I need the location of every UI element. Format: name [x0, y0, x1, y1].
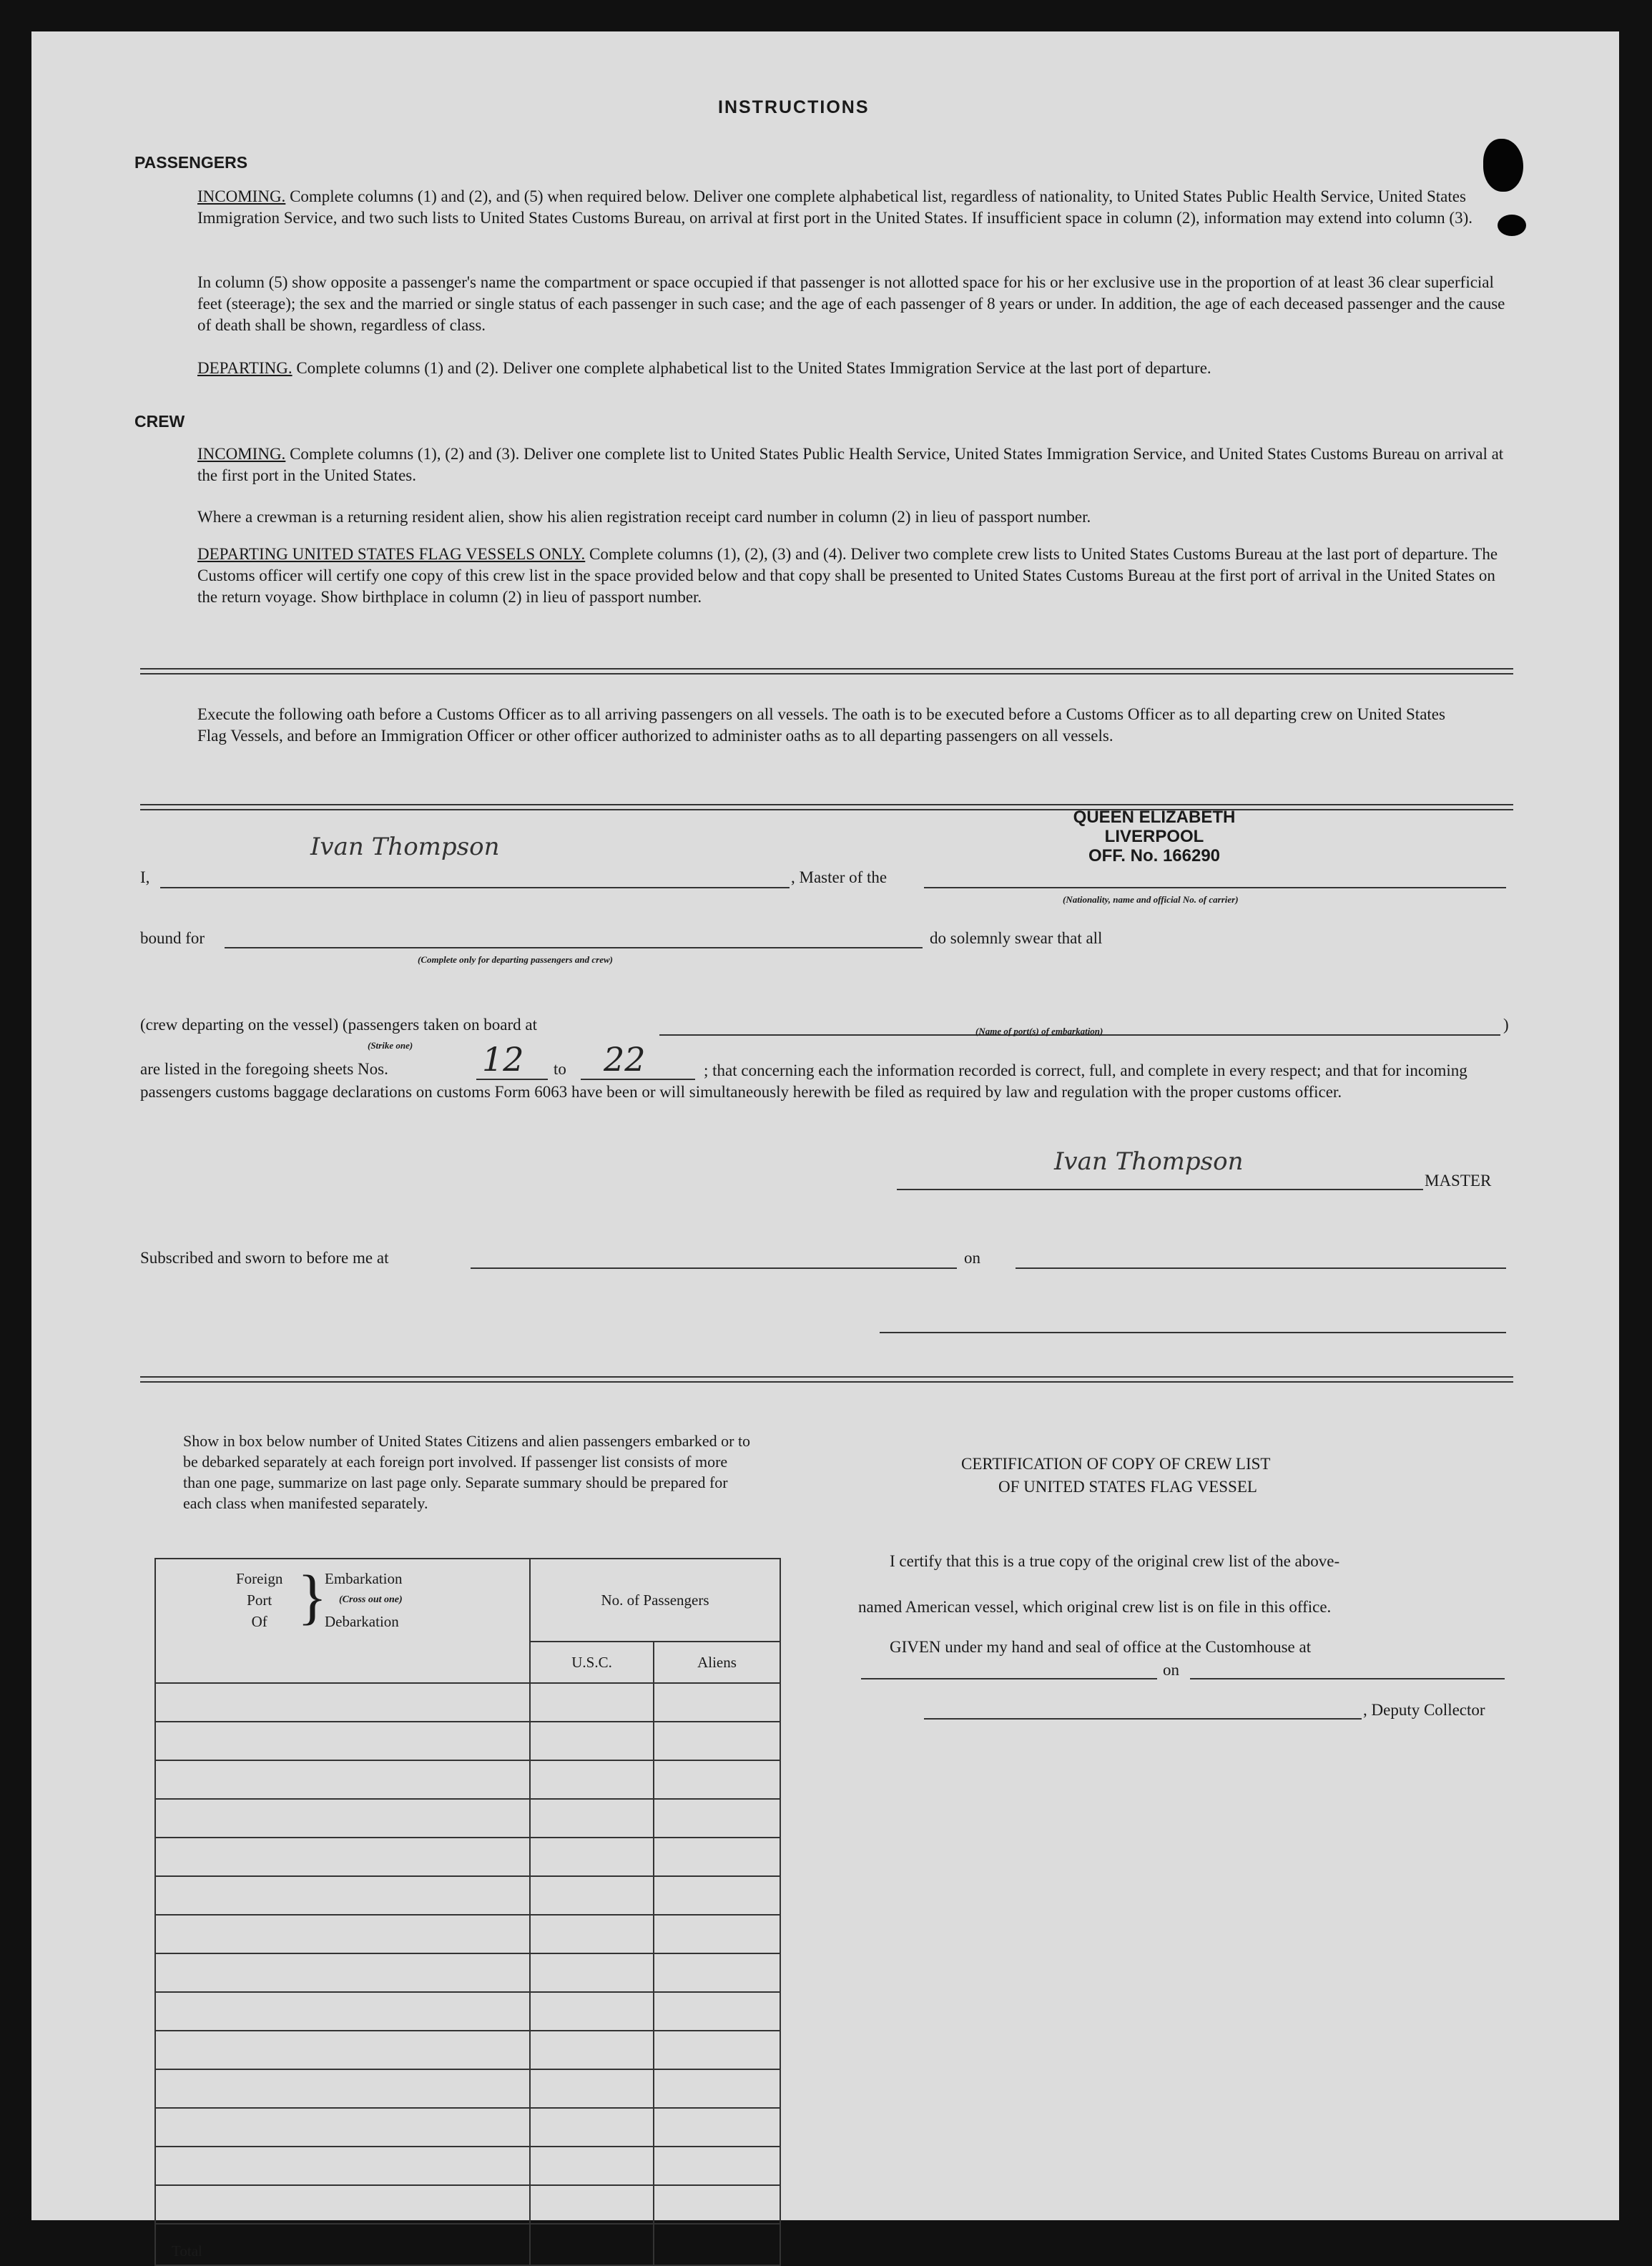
port-close-paren: )	[1503, 1016, 1509, 1034]
swear-text: do solemnly swear that all	[930, 929, 1103, 947]
oath-i-label: I,	[140, 868, 150, 886]
embarkation-label: Embarkation	[325, 1570, 403, 1587]
subscribed-date-field[interactable]	[1016, 1267, 1506, 1269]
aliens-cell[interactable]	[654, 2069, 780, 2108]
embark-debark-header	[325, 1568, 403, 1632]
usc-cell[interactable]	[530, 1992, 654, 2031]
aliens-cell[interactable]	[654, 1799, 780, 1838]
usc-cell[interactable]	[530, 1722, 654, 1760]
aliens-header: Aliens	[654, 1642, 780, 1683]
table-row	[155, 1683, 780, 1722]
usc-cell[interactable]	[530, 1799, 654, 1838]
master-signature-line[interactable]	[897, 1189, 1423, 1190]
debarkation-label: Debarkation	[325, 1613, 399, 1630]
aliens-cell[interactable]	[654, 1683, 780, 1722]
port-label: Port	[247, 1591, 272, 1609]
table-row	[155, 1838, 780, 1876]
are-listed-label: are listed in the foregoing sheets Nos.	[140, 1060, 388, 1078]
ink-blot	[1483, 139, 1523, 192]
table-row	[155, 1876, 780, 1915]
port-cell[interactable]	[155, 1915, 530, 1953]
table-row	[155, 2108, 780, 2147]
divider	[140, 1376, 1513, 1383]
aliens-cell[interactable]	[654, 1953, 780, 1992]
table-row	[155, 2069, 780, 2108]
master-name-field[interactable]	[160, 887, 790, 888]
officer-signature-field[interactable]	[880, 1332, 1506, 1333]
foreign-port-header	[236, 1568, 282, 1632]
usc-cell[interactable]	[530, 1683, 654, 1722]
aliens-cell[interactable]	[654, 1992, 780, 2031]
certify-text-2: named American vessel, which original crew list is on file in this office.	[858, 1598, 1332, 1616]
subscribed-label: Subscribed and sworn to before me at	[140, 1249, 389, 1267]
table-row	[155, 1799, 780, 1838]
port-cell[interactable]	[155, 2069, 530, 2108]
port-cell[interactable]	[155, 2185, 530, 2224]
passengers-heading: PASSENGERS	[134, 153, 248, 172]
crew-departing-oath: (crew departing on the vessel) (passengers taken on board at	[140, 1016, 537, 1034]
table-row	[155, 1953, 780, 1992]
port-cell[interactable]	[155, 2108, 530, 2147]
port-cell[interactable]	[155, 1992, 530, 2031]
bound-for-field[interactable]	[225, 947, 923, 948]
sheet-to-value: 22	[604, 1040, 646, 1079]
form-title: INSTRUCTIONS	[718, 97, 870, 117]
crew-incoming-label: INCOMING.	[197, 445, 286, 463]
passengers-incoming	[197, 186, 1513, 229]
port-cell[interactable]	[155, 1683, 530, 1722]
deputy-collector-label: , Deputy Collector	[1363, 1701, 1485, 1719]
divider	[140, 668, 1513, 675]
passengers-incoming-text: Complete columns (1) and (2), and (5) when required below. Deliver one complete alphabetical list, regardless of nationality, to United States Public Health Service, United States Immigration Service, and two such lists to United States Customs Bureau, on arrival at first port in the United States. If insufficient space in column (2), information may extend into column (3).	[197, 187, 1472, 227]
aliens-cell[interactable]	[654, 2185, 780, 2224]
usc-cell[interactable]	[530, 1915, 654, 1953]
table-row	[155, 1915, 780, 1953]
port-cell[interactable]	[155, 1722, 530, 1760]
usc-header: U.S.C.	[530, 1642, 654, 1683]
aliens-cell[interactable]	[654, 1838, 780, 1876]
certification-title-1: CERTIFICATION OF COPY OF CREW LIST	[961, 1455, 1271, 1473]
port-cell[interactable]	[155, 1760, 530, 1799]
usc-cell[interactable]	[530, 1953, 654, 1992]
total-label: Total	[155, 2224, 530, 2265]
crew-incoming-text: Complete columns (1), (2) and (3). Deliver one complete list to United States Public Health Service, United States Immigration Service, and United States Customs Bureau on arrival at the first port in the United States.	[197, 445, 1504, 484]
usc-cell[interactable]	[530, 2069, 654, 2108]
aliens-cell[interactable]	[654, 1722, 780, 1760]
port-cell[interactable]	[155, 1953, 530, 1992]
usc-cell[interactable]	[530, 1760, 654, 1799]
usc-cell[interactable]	[530, 2185, 654, 2224]
passengers-departing-text: Complete columns (1) and (2). Deliver one complete alphabetical list to the United States Immigration Service at the last port of departure.	[296, 359, 1211, 377]
to-label: to	[554, 1060, 566, 1078]
port-cell[interactable]	[155, 2147, 530, 2185]
deputy-collector-field[interactable]	[924, 1718, 1362, 1720]
port-header-cell	[155, 1559, 530, 1683]
table-row	[155, 1722, 780, 1760]
port-cell[interactable]	[155, 1876, 530, 1915]
table-row	[155, 2147, 780, 2185]
table-row	[155, 1760, 780, 1799]
usc-cell[interactable]	[530, 2108, 654, 2147]
passengers-column5: In column (5) show opposite a passenger's name the compartment or space occupied if that passenger is not allotted space for his or her exclusive use in the proportion of at least 36 clear superficial feet (steerage); the sex and the married or single status of each passenger in such case; and the age of each passenger of 8 years or under. In addition, the age of each deceased passenger and the cause of death shall be shown, regardless of class.	[197, 273, 1505, 334]
of-label: Of	[251, 1613, 267, 1630]
aliens-cell[interactable]	[654, 1760, 780, 1799]
bound-for-caption: (Complete only for departing passengers and crew)	[418, 954, 613, 965]
port-cell[interactable]	[155, 1799, 530, 1838]
crew-resident-alien: Where a crewman is a returning resident alien, show his alien registration receipt card number in column (2) in lieu of passport number.	[197, 508, 1091, 526]
certify-on-label: on	[1163, 1661, 1179, 1679]
total-aliens-cell[interactable]	[654, 2224, 780, 2265]
master-signature: Ivan Thompson	[310, 833, 500, 861]
passengers-departing	[197, 358, 1513, 379]
total-row	[155, 2224, 780, 2265]
port-cell[interactable]	[155, 2031, 530, 2069]
total-usc-cell[interactable]	[530, 2224, 654, 2265]
usc-cell[interactable]	[530, 2031, 654, 2069]
usc-cell[interactable]	[530, 1876, 654, 1915]
vessel-stamp-line3: OFF. No. 166290	[1088, 846, 1221, 865]
crew-heading: CREW	[134, 412, 185, 431]
port-caption: (Name of port(s) of embarkation)	[975, 1026, 1103, 1036]
crew-departing-text: Complete columns (1), (2), (3) and (4). Deliver two complete crew lists to United States Customs Bureau at the last port of departure. The Customs officer will certify one copy of this crew list in the space provided below and that copy shall be presented to United States Customs Bureau at the first port of arrival in the United States on the return voyage. Show birthplace in column (2) in lieu of passport number.	[197, 545, 1498, 606]
oath-instructions: Execute the following oath before a Customs Officer as to all arriving passengers on all vessels. The oath is to be executed before a Customs Officer as to all departing crew on United States Flag Vessels, and before an Immigration Officer or other officer authorized to administer oaths as to all departing passengers on all vessels.	[197, 705, 1445, 745]
vessel-stamp-line2: LIVERPOOL	[1104, 827, 1204, 846]
brace: }	[298, 1562, 328, 1631]
usc-cell[interactable]	[530, 2147, 654, 2185]
cross-out-label: (Cross out one)	[339, 1594, 403, 1605]
certify-date-field[interactable]	[1190, 1678, 1505, 1679]
vessel-stamp	[1033, 808, 1276, 865]
strike-one-caption: (Strike one)	[368, 1040, 413, 1051]
oath-master-of-label: , Master of the	[791, 868, 888, 886]
aliens-cell[interactable]	[654, 2108, 780, 2147]
divider	[140, 804, 1513, 810]
crew-departing-label: DEPARTING UNITED STATES FLAG VESSELS ONLY.	[197, 545, 586, 563]
summary-instructions: Show in box below number of United States Citizens and alien passengers embarked or to be debarked separately at each foreign port involved. If passenger list consists of more than one page, summarize on last page only. Separate summary should be prepared for each class when manifested separately.	[183, 1432, 751, 1512]
passenger-summary-table	[154, 1558, 781, 2266]
master-label: MASTER	[1425, 1172, 1492, 1190]
form-sheet	[31, 31, 1619, 2260]
certify-text-1: I certify that this is a true copy of the original crew list of the above-	[890, 1552, 1340, 1570]
oath-continuation: ; that concerning each the information recorded is correct, full, and complete in every respect; and that for incoming passengers customs baggage declarations on customs Form 6063 have been or will simultaneously herewith be filed as required by law and regulation with the proper customs officer.	[140, 1061, 1467, 1101]
aliens-cell[interactable]	[654, 2147, 780, 2185]
master-signature-2: Ivan Thompson	[1054, 1147, 1244, 1176]
subscribed-on-label: on	[964, 1249, 980, 1267]
usc-cell[interactable]	[530, 1838, 654, 1876]
subscribed-place-field[interactable]	[471, 1267, 957, 1269]
bound-for-label: bound for	[140, 929, 205, 947]
certification-title-2: OF UNITED STATES FLAG VESSEL	[998, 1478, 1257, 1496]
crew-incoming	[197, 443, 1513, 486]
aliens-cell[interactable]	[654, 1915, 780, 1953]
table-row	[155, 2185, 780, 2224]
vessel-caption: (Nationality, name and official No. of carrier)	[1063, 894, 1239, 905]
passengers-incoming-label: INCOMING.	[197, 187, 286, 205]
vessel-field[interactable]	[924, 887, 1506, 888]
table-row	[155, 2031, 780, 2069]
table-row	[155, 1992, 780, 2031]
port-cell[interactable]	[155, 1838, 530, 1876]
aliens-cell[interactable]	[654, 2031, 780, 2069]
aliens-cell[interactable]	[654, 1876, 780, 1915]
vessel-stamp-line1: QUEEN ELIZABETH	[1073, 808, 1236, 827]
customhouse-field[interactable]	[861, 1678, 1157, 1679]
foreign-label: Foreign	[236, 1570, 283, 1587]
passengers-header: No. of Passengers	[530, 1559, 780, 1642]
passengers-departing-label: DEPARTING.	[197, 359, 292, 377]
given-text: GIVEN under my hand and seal of office at the Customhouse at	[890, 1638, 1312, 1656]
crew-departing	[197, 544, 1513, 608]
sheet-from-value: 12	[482, 1040, 524, 1079]
